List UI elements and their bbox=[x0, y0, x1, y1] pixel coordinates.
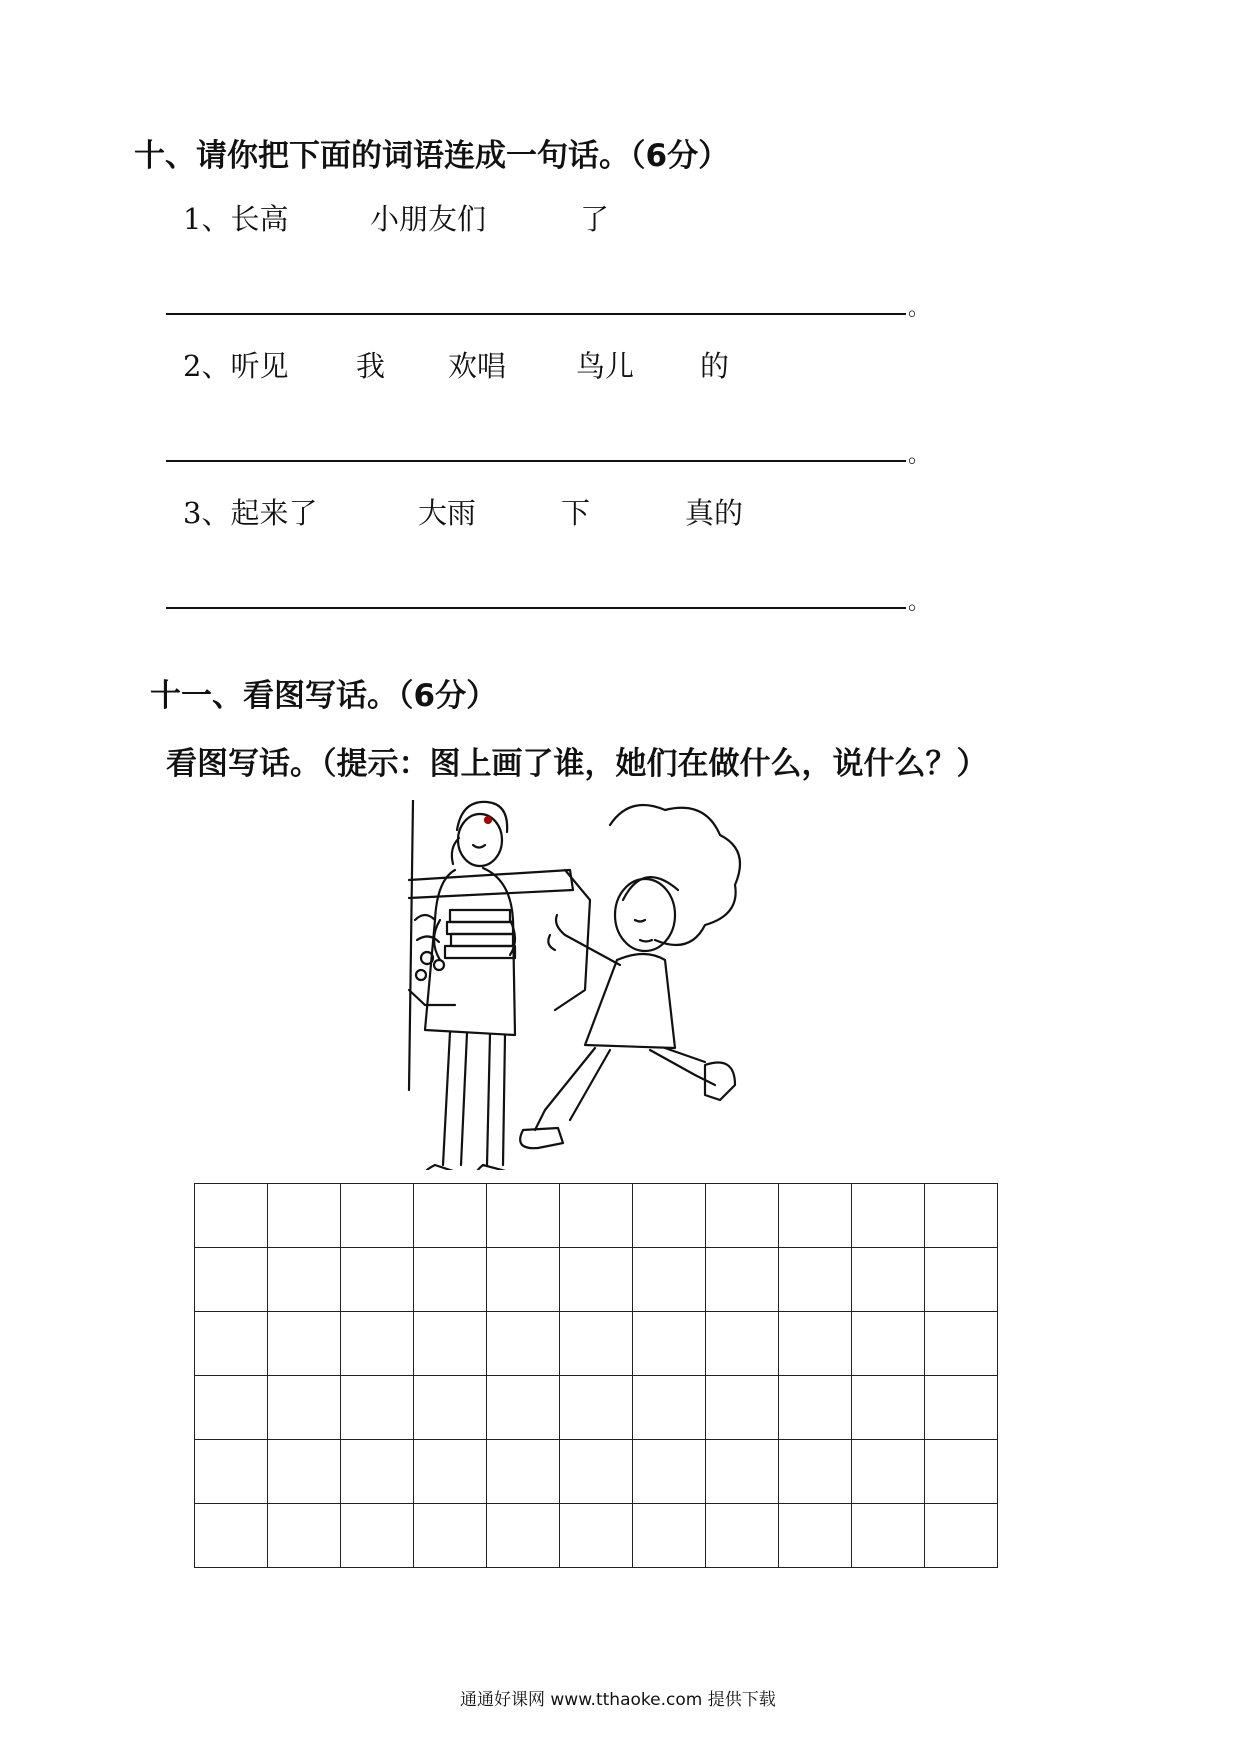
grid-cell[interactable] bbox=[925, 1248, 998, 1312]
grid-cell[interactable] bbox=[925, 1376, 998, 1440]
grid-row bbox=[195, 1312, 998, 1376]
grid-cell[interactable] bbox=[560, 1504, 633, 1568]
item-2-word: 欢唱 bbox=[448, 349, 507, 383]
answer-3-period: 。 bbox=[908, 590, 931, 615]
grid-cell[interactable] bbox=[706, 1312, 779, 1376]
grid-cell[interactable] bbox=[925, 1504, 998, 1568]
grid-row bbox=[195, 1248, 998, 1312]
section-11-title: 十一、看图写话。（6分） bbox=[150, 678, 498, 714]
grid-cell[interactable] bbox=[633, 1504, 706, 1568]
grid-cell[interactable] bbox=[195, 1376, 268, 1440]
grid-row bbox=[195, 1376, 998, 1440]
grid-cell[interactable] bbox=[195, 1312, 268, 1376]
grid-cell[interactable] bbox=[414, 1312, 487, 1376]
grid-cell[interactable] bbox=[925, 1184, 998, 1248]
grid-cell[interactable] bbox=[779, 1376, 852, 1440]
grid-cell[interactable] bbox=[341, 1312, 414, 1376]
grid-cell[interactable] bbox=[633, 1184, 706, 1248]
grid-cell[interactable] bbox=[706, 1440, 779, 1504]
grid-cell[interactable] bbox=[487, 1376, 560, 1440]
grid-cell[interactable] bbox=[414, 1184, 487, 1248]
grid-cell[interactable] bbox=[487, 1248, 560, 1312]
grid-row bbox=[195, 1184, 998, 1248]
grid-cell[interactable] bbox=[341, 1376, 414, 1440]
line-drawing-teacher-and-child-icon bbox=[395, 800, 775, 1170]
item-3-word: 大雨 bbox=[418, 496, 477, 530]
grid-cell[interactable] bbox=[341, 1184, 414, 1248]
item-1-word: 了 bbox=[580, 202, 610, 236]
grid-cell[interactable] bbox=[852, 1440, 925, 1504]
grid-row bbox=[195, 1440, 998, 1504]
grid-cell[interactable] bbox=[560, 1248, 633, 1312]
grid-cell[interactable] bbox=[341, 1504, 414, 1568]
grid-cell[interactable] bbox=[195, 1248, 268, 1312]
grid-cell[interactable] bbox=[852, 1184, 925, 1248]
grid-cell[interactable] bbox=[779, 1248, 852, 1312]
item-2-word: 的 bbox=[700, 349, 730, 383]
grid-cell[interactable] bbox=[779, 1312, 852, 1376]
grid-cell[interactable] bbox=[852, 1504, 925, 1568]
grid-cell[interactable] bbox=[268, 1184, 341, 1248]
grid-row bbox=[195, 1504, 998, 1568]
grid-cell[interactable] bbox=[706, 1376, 779, 1440]
writing-grid[interactable] bbox=[194, 1183, 998, 1568]
grid-cell[interactable] bbox=[560, 1440, 633, 1504]
grid-cell[interactable] bbox=[560, 1312, 633, 1376]
grid-cell[interactable] bbox=[779, 1504, 852, 1568]
section-11-prompt: 看图写话。（提示：图上画了谁，她们在做什么，说什么？） bbox=[166, 746, 988, 782]
grid-cell[interactable] bbox=[487, 1312, 560, 1376]
grid-cell[interactable] bbox=[779, 1184, 852, 1248]
grid-cell[interactable] bbox=[925, 1312, 998, 1376]
answer-line-3[interactable] bbox=[166, 607, 906, 609]
answer-1-period: 。 bbox=[908, 296, 931, 321]
answer-line-2[interactable] bbox=[166, 460, 906, 462]
item-1-word: 小朋友们 bbox=[370, 202, 487, 236]
item-3-word: 下 bbox=[561, 496, 591, 530]
grid-cell[interactable] bbox=[779, 1440, 852, 1504]
grid-cell[interactable] bbox=[487, 1504, 560, 1568]
grid-cell[interactable] bbox=[852, 1248, 925, 1312]
item-2-word: 鸟儿 bbox=[576, 349, 635, 383]
grid-cell[interactable] bbox=[706, 1248, 779, 1312]
grid-cell[interactable] bbox=[414, 1376, 487, 1440]
grid-cell[interactable] bbox=[268, 1312, 341, 1376]
grid-cell[interactable] bbox=[414, 1248, 487, 1312]
answer-line-1[interactable] bbox=[166, 313, 906, 315]
item-2-word: 2、听见 bbox=[183, 349, 289, 383]
answer-2-period: 。 bbox=[908, 443, 931, 468]
grid-cell[interactable] bbox=[487, 1440, 560, 1504]
grid-cell[interactable] bbox=[925, 1440, 998, 1504]
grid-cell[interactable] bbox=[560, 1184, 633, 1248]
grid-cell[interactable] bbox=[633, 1440, 706, 1504]
grid-cell[interactable] bbox=[706, 1504, 779, 1568]
grid-cell[interactable] bbox=[706, 1184, 779, 1248]
grid-cell[interactable] bbox=[414, 1504, 487, 1568]
grid-cell[interactable] bbox=[195, 1440, 268, 1504]
grid-cell[interactable] bbox=[268, 1504, 341, 1568]
grid-cell[interactable] bbox=[268, 1376, 341, 1440]
section-10-title: 十、请你把下面的词语连成一句话。（6分） bbox=[134, 138, 730, 174]
grid-cell[interactable] bbox=[633, 1376, 706, 1440]
grid-cell[interactable] bbox=[268, 1440, 341, 1504]
grid-cell[interactable] bbox=[195, 1184, 268, 1248]
grid-cell[interactable] bbox=[560, 1376, 633, 1440]
item-3-word: 3、起来了 bbox=[183, 496, 318, 530]
grid-cell[interactable] bbox=[195, 1504, 268, 1568]
item-3-word: 真的 bbox=[685, 496, 744, 530]
grid-cell[interactable] bbox=[633, 1312, 706, 1376]
grid-cell[interactable] bbox=[414, 1440, 487, 1504]
footer-credit: 通通好课网 www.tthaoke.com 提供下载 bbox=[460, 1690, 776, 1710]
grid-cell[interactable] bbox=[852, 1312, 925, 1376]
grid-cell[interactable] bbox=[633, 1248, 706, 1312]
grid-cell[interactable] bbox=[341, 1248, 414, 1312]
grid-cell[interactable] bbox=[487, 1184, 560, 1248]
grid-cell[interactable] bbox=[268, 1248, 341, 1312]
grid-cell[interactable] bbox=[852, 1376, 925, 1440]
item-2-word: 我 bbox=[356, 349, 386, 383]
item-1-word: 1、长高 bbox=[183, 202, 289, 236]
grid-cell[interactable] bbox=[341, 1440, 414, 1504]
